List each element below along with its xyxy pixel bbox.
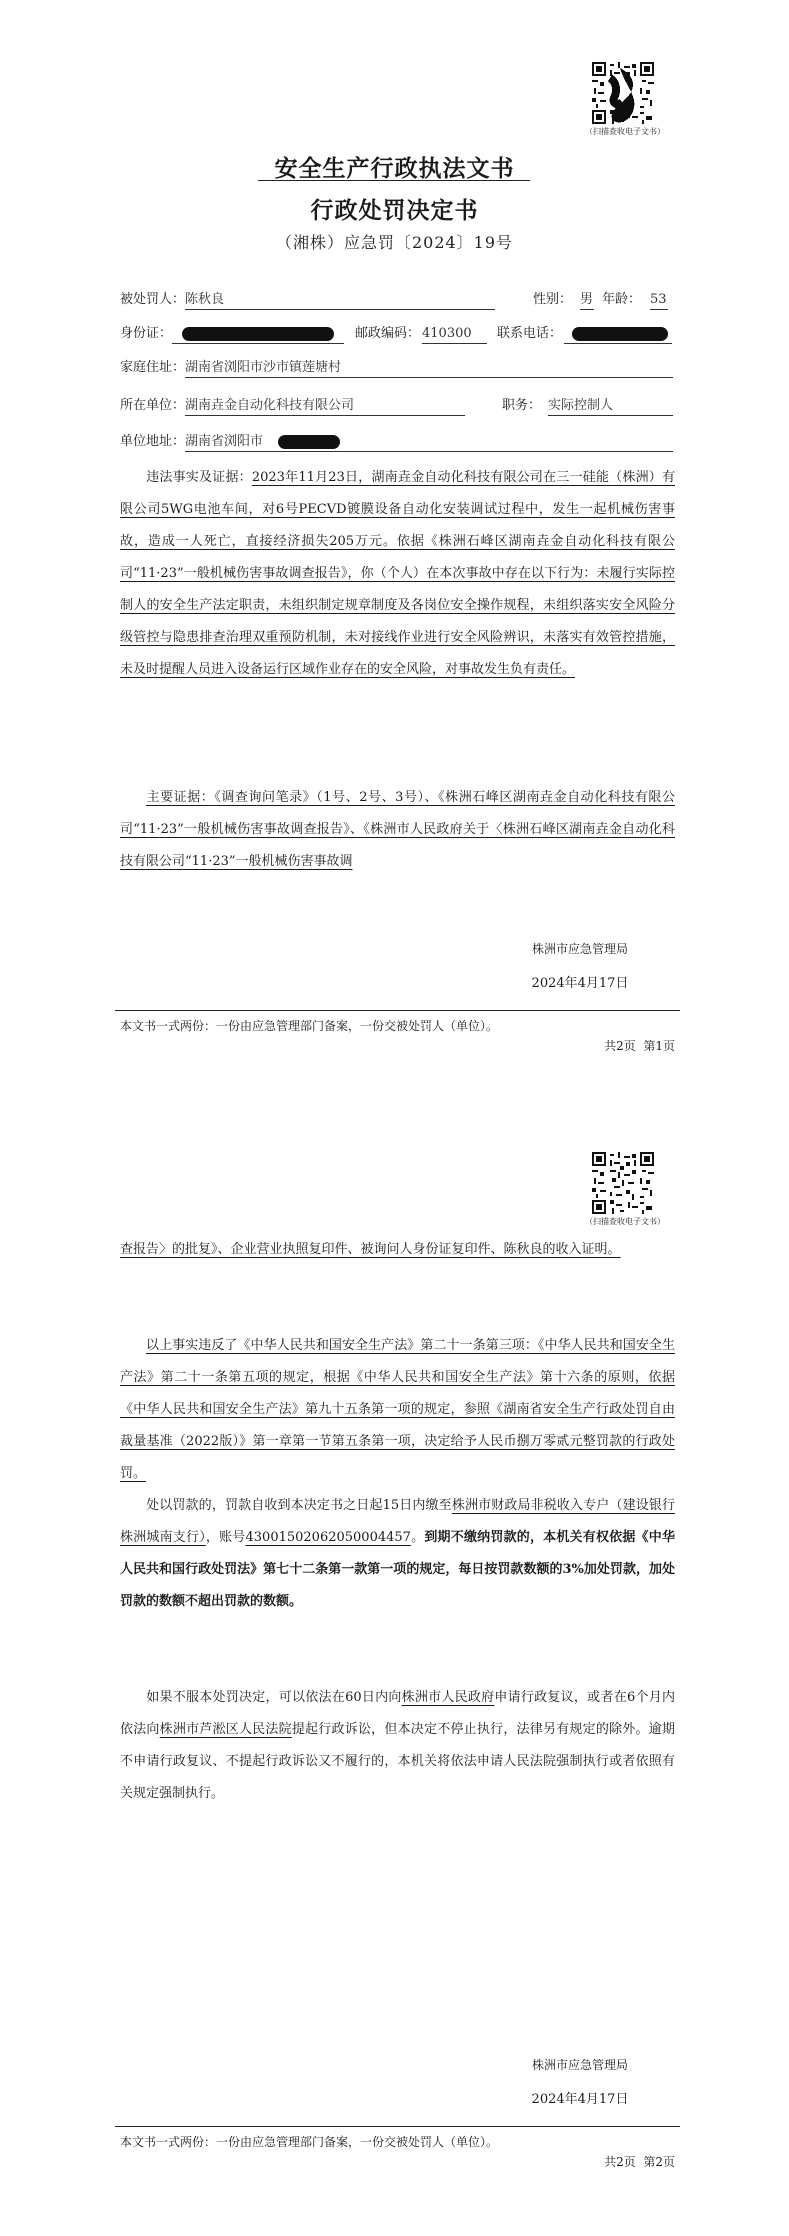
evidence-text: 《调查询问笔录》（1号、2号、3号）、《株洲石峰区湖南垚金自动化科技有限公司“11·23”一般机械伤害事故调查报告》、《株洲市人民政府关于〈株洲石峰区湖南垚金自动化科技有限公司“11·23”一般机械伤害事故调 (120, 790, 675, 869)
footer-divider (115, 2126, 680, 2127)
facts-label: 违法事实及证据： (146, 470, 252, 485)
unit-address-value: 湖南省浏阳市 (185, 432, 673, 452)
violation-paragraph (120, 1330, 675, 1490)
page-number (560, 1037, 675, 1054)
gender-value: 男 (580, 290, 594, 310)
document-number: （湘株）应急罚〔2024〕19号 (275, 233, 514, 252)
footer-note: 本文书一式两份：一份由应急管理部门备案，一份交被处罚人（单位）。 (120, 2135, 499, 2149)
phone-label: 联系电话： (497, 326, 563, 341)
title-divider (258, 180, 530, 181)
page-total: 共2页 (604, 1039, 636, 1053)
penalized-label: 被处罚人： (120, 292, 186, 307)
page-number (560, 2153, 675, 2170)
age-value: 53 (650, 290, 668, 310)
qr-caption: （扫描查收电子文书） (585, 127, 665, 136)
evidence-continuation (120, 1234, 675, 1266)
row-id (120, 324, 675, 344)
postal-label: 邮政编码： (355, 326, 421, 341)
payment-account-holder: 株洲市财政局非税收入专户（建设银行株洲城南支行） (120, 1498, 675, 1545)
page-current: 第1页 (643, 1039, 675, 1053)
row-penalized-person (120, 290, 675, 310)
gender-label: 性别： (533, 292, 573, 307)
id-label: 身份证： (120, 326, 173, 341)
document-subtitle: 行政处罚决定书 (310, 197, 479, 224)
address-value: 湖南省浏阳市沙市镇莲塘村 (185, 358, 673, 378)
page-total: 共2页 (604, 2155, 636, 2169)
qr-caption: （扫描查收电子文书） (585, 1217, 665, 1226)
payment-account-number: 43001502062050004457 (245, 1530, 411, 1545)
footer-note: 本文书一式两份：一份由应急管理部门备案，一份交被处罚人（单位）。 (120, 1019, 499, 1033)
footer-divider (115, 1010, 680, 1011)
row-employer (120, 396, 675, 416)
redaction-mark (278, 435, 340, 449)
payment-paragraph (120, 1490, 675, 1618)
position-label: 职务： (502, 398, 542, 413)
row-unit-address (120, 432, 675, 452)
appeal-text-e: 提起行政诉讼，但本决定不停止执行，法律另有规定的除外。逾期不申请行政复议、不提起行政诉讼又不履行的，本机关将依法申请人民法院强制执行或者依照有关规定强制执行。 (120, 1722, 675, 1801)
facts-text: 2023年11月23日，湖南垚金自动化科技有限公司在三一硅能（株洲）有限公司5WG电池车间，对6号PECVD镀膜设备自动化安装调试过程中，发生一起机械伤害事故，造成一人死亡，直接经济损失205万元。依据《株洲石峰区湖南垚金自动化科技有限公司“11·23”一般机械伤害事故调查报告》，你（个人）在本次事故中存在以下行为：未履行实际控制人的安全生产法定职责，未组织制定规章制度及各岗位安全操作规程，未组织落实安全风险分级管控与隐患排查治理双重预防机制，未对接线作业进行安全风险辨识，未落实有效管控措施，未及时提醒人员进入设备运行区域作业存在的安全风险，对事故发生负有责任。 (120, 470, 675, 677)
payment-text-c: ，账号 (205, 1530, 246, 1545)
unit-address-label: 单位地址： (120, 434, 186, 449)
issue-date: 2024年4月17日 (531, 2092, 629, 2107)
employer-value: 湖南垚金自动化科技有限公司 (185, 396, 465, 416)
payment-text-d: 。 (410, 1530, 425, 1545)
evidence-paragraph (120, 782, 675, 878)
redaction-mark (182, 327, 334, 341)
evidence-label: 主要证据： (146, 790, 215, 805)
issuing-organization: 株洲市应急管理局 (531, 942, 628, 956)
document-title: 安全生产行政执法文书 (274, 155, 515, 182)
position-value: 实际控制人 (548, 396, 673, 416)
redaction-mark (572, 327, 668, 341)
appeal-paragraph (120, 1682, 675, 1810)
qr-code-icon[interactable] (592, 62, 654, 124)
row-home-address (120, 358, 675, 378)
age-label: 年龄： (602, 292, 642, 307)
penalized-value: 陈秋良 (185, 290, 495, 310)
appeal-text-a: 如果不服本处罚决定，可以依法在60日内向 (146, 1690, 402, 1705)
violation-text: 以上事实违反了《中华人民共和国安全生产法》第二十一条第三项：《中华人民共和国安全生产法》第二十一条第五项的规定，根据《中华人民共和国安全生产法》第十六条的原则，依据《中华人民共和国安全生产法》第九十五条第一项的规定，参照《湖南省安全生产行政处罚自由裁量基准（2022版）》第一章第一节第五条第一项，决定给予人民币捌万零贰元整罚款的行政处罚。 (120, 1338, 675, 1481)
review-authority: 株洲市人民政府 (401, 1690, 495, 1705)
page-current: 第2页 (643, 2155, 675, 2169)
late-payment-notice: 到期不缴纳罚款的，本机关有权依据《中华人民共和国行政处罚法》第七十二条第一款第一项的规定，每日按罚款数额的3%加处罚款，加处罚款的数额不超出罚款的数额。 (120, 1530, 675, 1609)
facts-paragraph (120, 462, 675, 686)
address-label: 家庭住址： (120, 360, 186, 375)
issue-date: 2024年4月17日 (531, 976, 629, 991)
appeal-text-c: 申请行政复议，或者在6个月内依法向 (120, 1690, 675, 1737)
evidence-continuation-text: 查报告〉的批复》、企业营业执照复印件、被询问人身份证复印件、陈秋良的收入证明。 (120, 1242, 621, 1257)
payment-text-a: 处以罚款的，罚款自收到本决定书之日起15日内缴至 (146, 1498, 452, 1513)
postal-value: 410300 (422, 324, 487, 344)
employer-label: 所在单位： (120, 398, 186, 413)
issuing-organization: 株洲市应急管理局 (531, 2058, 628, 2072)
document-page-2 (0, 1118, 789, 2236)
court-name: 株洲市芦淞区人民法院 (159, 1722, 292, 1737)
qr-code-icon[interactable] (592, 1152, 654, 1214)
